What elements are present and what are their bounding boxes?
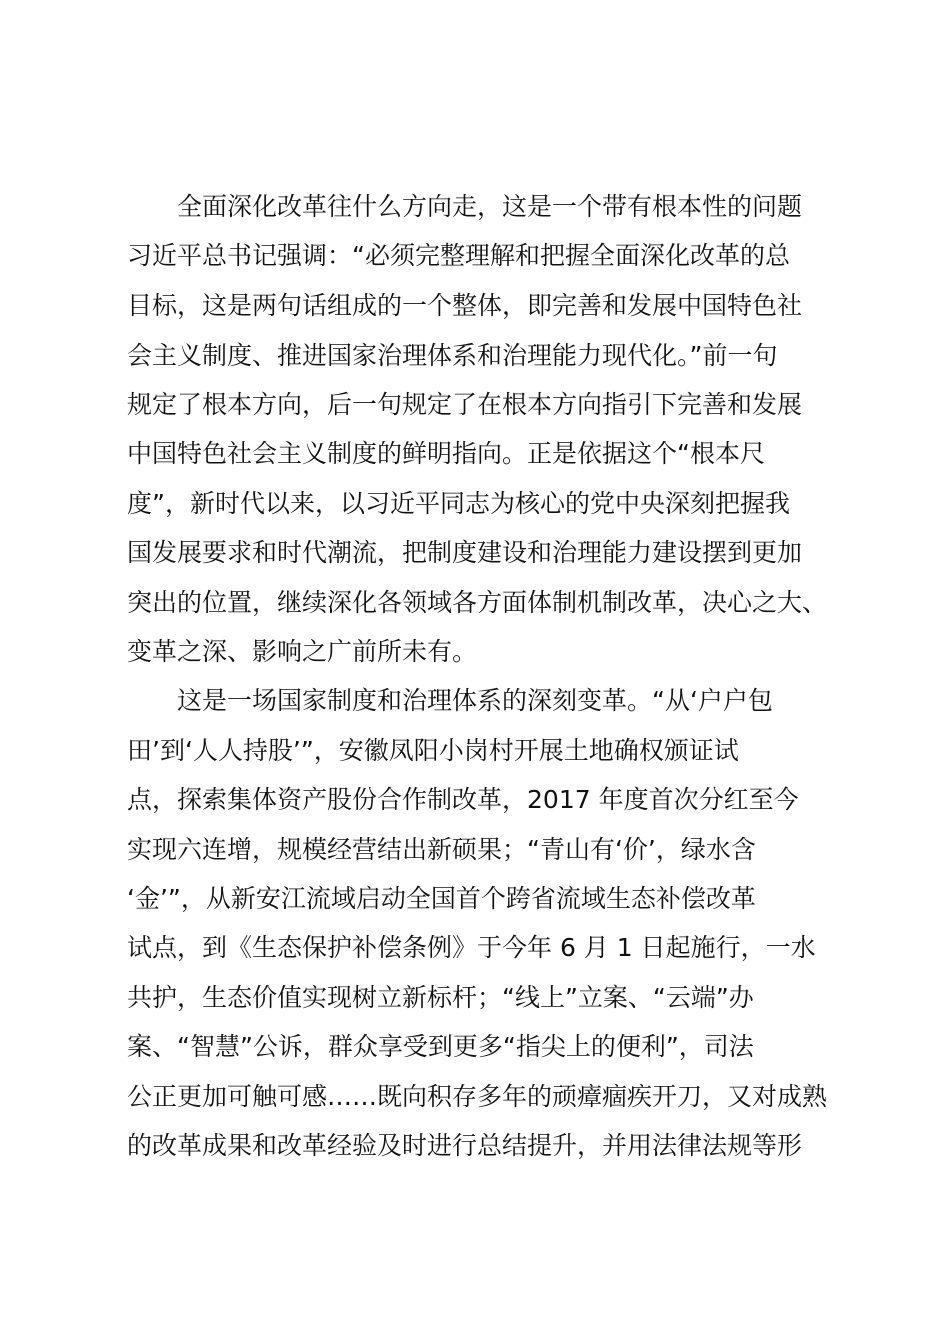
text-line: 案、“智慧”公诉，群众享受到更多“指尖上的便利”，司法 bbox=[127, 1032, 754, 1061]
text-line: 习近平总书记强调：“必须完整理解和把握全面深化改革的总 bbox=[127, 241, 790, 270]
text-line: 实现六连增，规模经营结出新硕果；“青山有‘价’，绿水含 bbox=[127, 835, 756, 864]
text-line: 突出的位置，继续深化各领域各方面体制机制改革，决心之大、 bbox=[127, 588, 828, 617]
text-line: ‘金’”，从新安江流域启动全国首个跨省流域生态补偿改革 bbox=[127, 884, 756, 913]
text-line: 国发展要求和时代潮流，把制度建设和治理能力建设摆到更加 bbox=[127, 538, 803, 567]
text-line: 点，探索集体资产股份合作制改革，2017 年度首次分红至今 bbox=[127, 785, 799, 814]
text-line: 会主义制度、推进国家治理体系和治理能力现代化。”前一句 bbox=[127, 341, 778, 370]
text-line: 共护，生态价值实现树立新标杆；“线上”立案、“云端”办 bbox=[127, 983, 754, 1012]
text-line: 田’到‘人人持股’”，安徽凤阳小岗村开展土地确权颁证试 bbox=[127, 736, 739, 765]
text-line: 公正更加可触可感……既向积存多年的顽瘴痼疾开刀，又对成熟 bbox=[127, 1082, 828, 1111]
text-line: 变革之深、影响之广前所未有。 bbox=[127, 637, 478, 666]
text-line: 的改革成果和改革经验及时进行总结提升，并用法律法规等形 bbox=[127, 1131, 803, 1160]
text-line: 规定了根本方向，后一句规定了在根本方向指引下完善和发展 bbox=[127, 390, 803, 419]
text-line: 这是一场国家制度和治理体系的深刻变革。“从‘户户包 bbox=[177, 686, 773, 715]
text-line: 度”，新时代以来，以习近平同志为核心的党中央深刻把握我 bbox=[127, 489, 790, 518]
text-line: 试点，到《生态保护补偿条例》于今年 6 月 1 日起施行，一水 bbox=[127, 933, 816, 962]
text-line: 全面深化改革往什么方向走，这是一个带有根本性的问题 bbox=[177, 192, 803, 221]
text-line: 目标，这是两句话组成的一个整体，即完善和发展中国特色社 bbox=[127, 291, 803, 320]
text-line: 中国特色社会主义制度的鲜明指向。正是依据这个“根本尺 bbox=[127, 439, 765, 468]
